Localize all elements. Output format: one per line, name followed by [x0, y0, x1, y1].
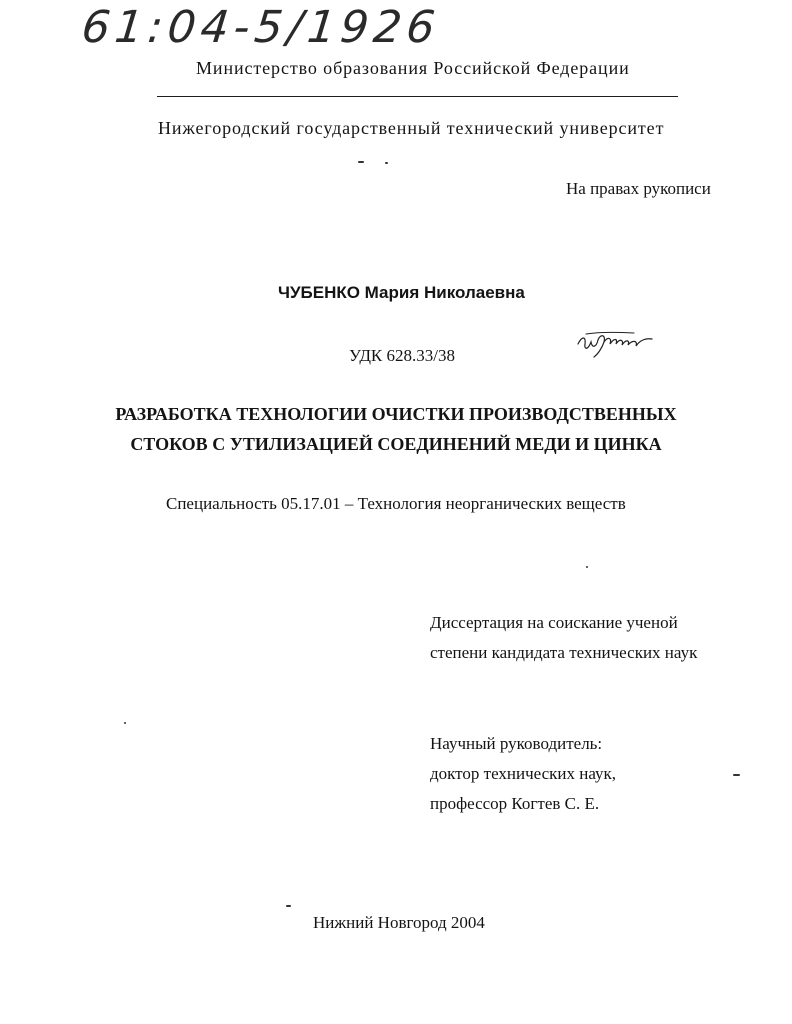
scan-speck	[124, 722, 126, 724]
scan-speck	[385, 162, 388, 164]
dissertation-purpose-line-1: Диссертация на соискание ученой	[430, 613, 678, 632]
dissertation-title-line-1: РАЗРАБОТКА ТЕХНОЛОГИИ ОЧИСТКИ ПРОИЗВОДСТВЕННЫХ	[115, 404, 677, 424]
specialty-line: Специальность 05.17.01 – Технология неорганических веществ	[166, 494, 626, 513]
manuscript-rights-note: На правах рукописи	[566, 179, 711, 198]
header-divider	[157, 96, 678, 97]
archive-number-handwritten: 61:04-5/1926	[79, 2, 443, 53]
city-and-year: Нижний Новгород 2004	[313, 913, 485, 932]
dissertation-purpose-line-2: степени кандидата технических наук	[430, 643, 698, 662]
supervisor-name: профессор Когтев С. Е.	[430, 794, 600, 813]
ministry-heading: Министерство образования Российской Федерации	[196, 58, 630, 78]
scan-speck	[586, 566, 588, 568]
dissertation-title-line-2: СТОКОВ С УТИЛИЗАЦИЕЙ СОЕДИНЕНИЙ МЕДИ И ЦИНКА	[130, 434, 662, 454]
scan-speck	[733, 774, 740, 776]
scan-speck	[358, 161, 364, 163]
university-name: Нижегородский государственный технический университет	[158, 118, 665, 138]
udc-code: УДК 628.33/38	[349, 346, 455, 365]
supervisor-heading: Научный руководитель:	[430, 734, 603, 753]
author-name: ЧУБЕНКО Мария Николаевна	[278, 283, 525, 302]
author-signature	[576, 330, 656, 360]
supervisor-degree: доктор технических наук,	[430, 764, 617, 783]
scan-speck	[286, 905, 291, 907]
